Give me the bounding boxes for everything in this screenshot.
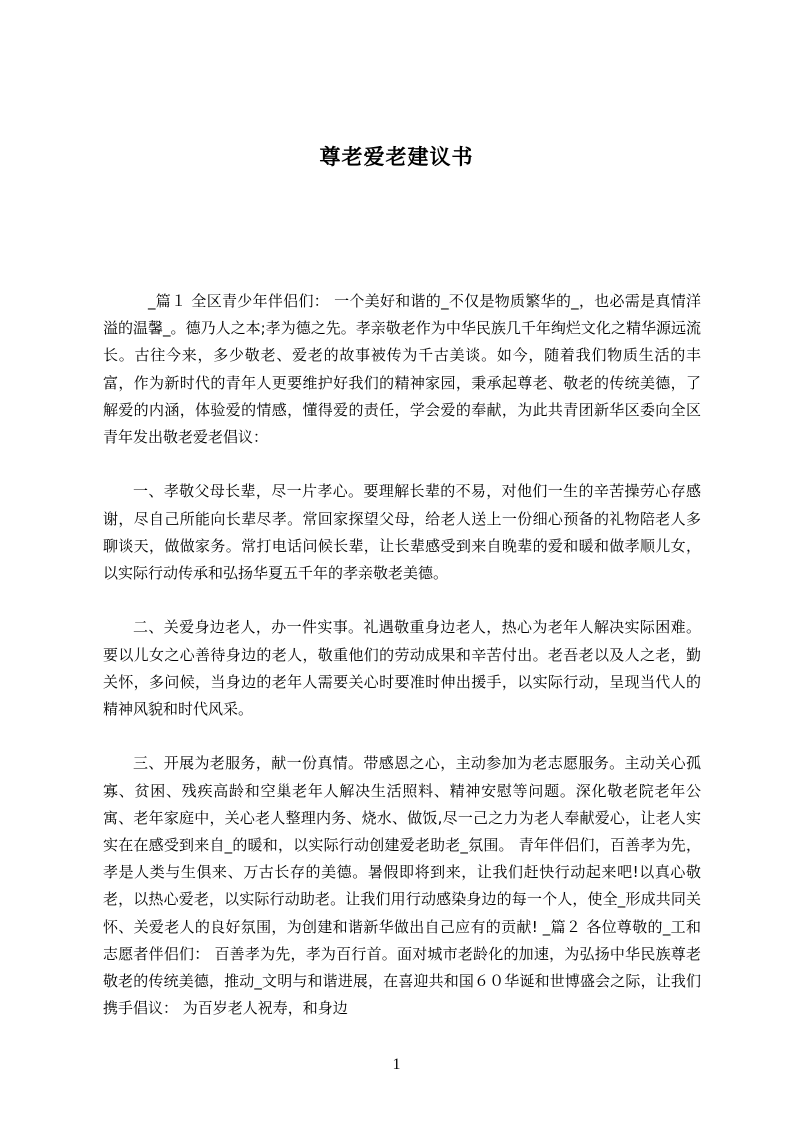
paragraph-point-two: 二、关爱身边老人，办一件实事。礼遇敬重身边老人，热心为老年人解决实际困难。要以儿女之心善待身边的老人，敬重他们的劳动成果和辛苦付出。老吾老以及人之老，勤关怀，多问候，当身边的老年人需要关心时要准时伸出援手，以实际行动，呈现当代人的精神风貌和时代风采。 bbox=[103, 618, 701, 719]
paragraph-point-one: 一、孝敬父母长辈，尽一片孝心。要理解长辈的不易，对他们一生的辛苦操劳心存感谢，尽自己所能向长辈尽孝。常回家探望父母，给老人送上一份细心预备的礼物陪老人多聊谈天，做做家务。常打电话问候长辈，让长辈感受到来自晚辈的爱和暖和做孝顺儿女，以实际行动传承和弘扬华夏五千年的孝亲敬老美德。 bbox=[103, 482, 701, 583]
paragraph-point-three: 三、开展为老服务，献一份真情。带感恩之心，主动参加为老志愿服务。主动关心孤寡、贫困、残疾高龄和空巢老年人解决生活照料、精神安慰等问题。深化敬老院老年公寓、老年家庭中，关心老人整理内务、烧水、做饭,尽一己之力为老人奉献爱心，让老人实实在在感受到来自_的暖和，以实际行动创建爱老助老_氛围。 青年伴侣们，百善孝为先，孝是人类与生俱来、万古长存的美德。暑假即将到来，让我们赶快行动起来吧!以真心敬老，以热心爱老，以实际行动助老。让我们用行动感染身边的每一个人，使全_形成共同关怀、关爱老人的良好氛围，为创建和谐新华做出自己应有的贡献! _篇２ 各位尊敬的_工和志愿者伴侣们： 百善孝为先，孝为百行首。面对城市老龄化的加速，为弘扬中华民族尊老敬老的传统美德，推动_文明与和谐进展，在喜迎共和国６０华诞和世博盛会之际，让我们携手倡议： 为百岁老人祝寿，和身边 bbox=[103, 754, 701, 1018]
paragraph-intro: _篇１ 全区青少年伴侣们： 一个美好和谐的_不仅是物质繁华的_，也必需是真情洋溢的温馨_。德乃人之本;孝为德之先。孝亲敬老作为中华民族几千年绚烂文化之精华源远流长。古往今来，多少敬老、爱老的故事被传为千古美谈。如今，随着我们物质生活的丰富，作为新时代的青年人更要维护好我们的精神家园，秉承起尊老、敬老的传统美德，了解爱的内涵，体验爱的情感，懂得爱的责任，学会爱的奉献，为此共青团新华区委向全区青年发出敬老爱老倡议： bbox=[103, 292, 701, 447]
document-title: 尊老爱老建议书 bbox=[319, 145, 474, 169]
document-body bbox=[103, 288, 701, 1022]
page-number: 1 bbox=[392, 1056, 401, 1073]
